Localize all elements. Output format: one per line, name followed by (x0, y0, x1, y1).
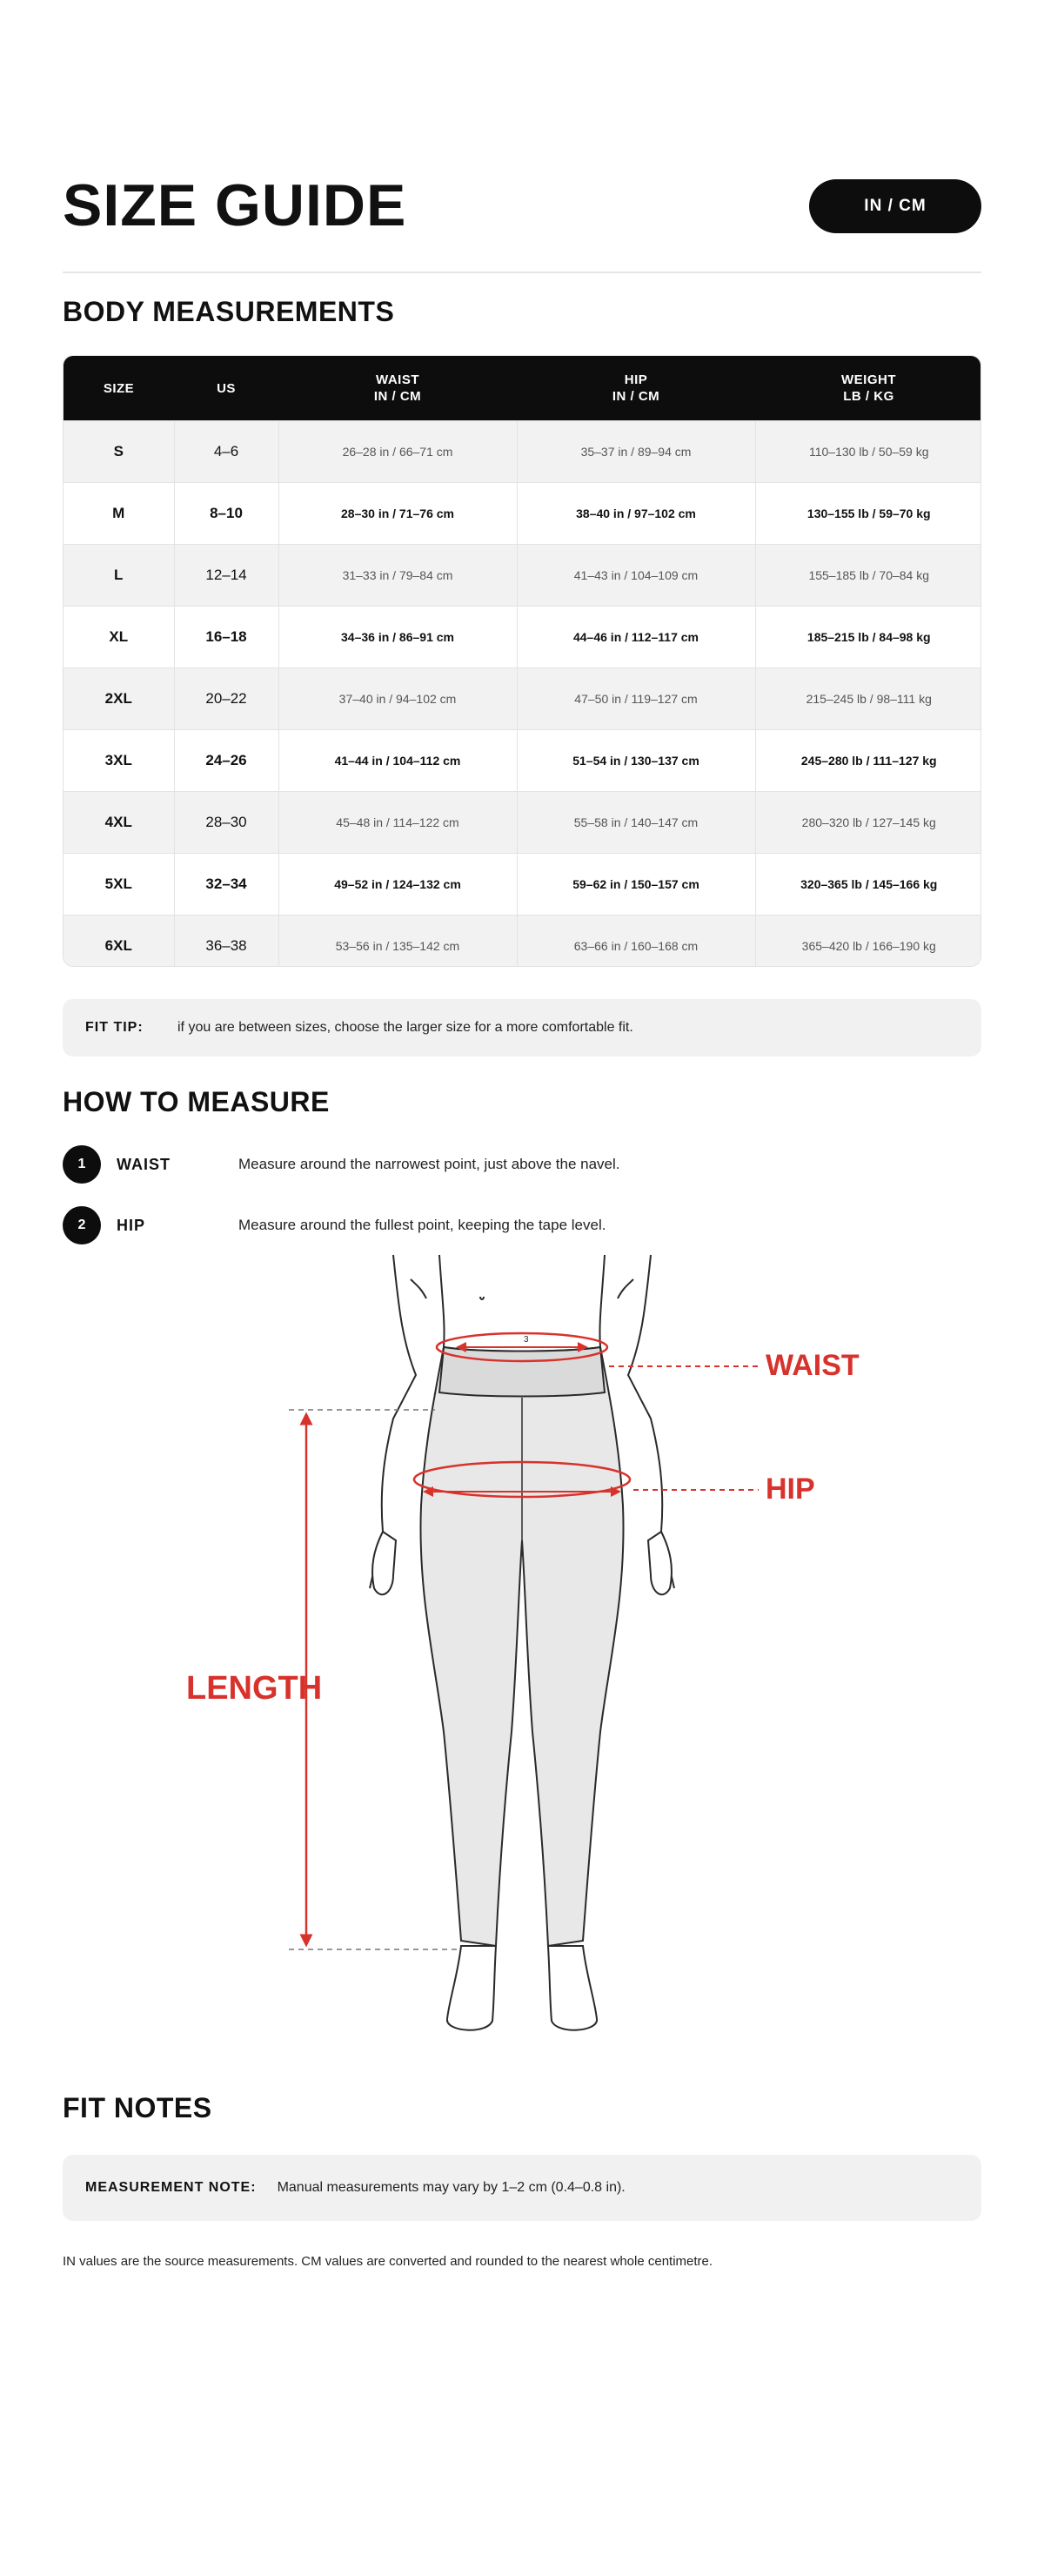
navel-mark (480, 1297, 484, 1299)
measurement-diagram (0, 1244, 1044, 2080)
cell-weight: 215–245 lb / 98–111 kg (755, 668, 981, 730)
cell-waist: 37–40 in / 94–102 cm (278, 668, 517, 730)
cell-hip: 44–46 in / 112–117 cm (517, 607, 755, 668)
cell-size: M (64, 483, 174, 545)
fit-tip-text: if you are between sizes, choose the larger size for a more comfortable fit. (177, 1020, 633, 1035)
fit-tip-label: FIT TIP: (85, 1020, 144, 1035)
page-header (63, 171, 981, 240)
length-diagram-label: LENGTH (186, 1670, 323, 1707)
cell-weight: 245–280 lb / 111–127 kg (755, 730, 981, 792)
cell-weight: 110–130 lb / 50–59 kg (755, 421, 981, 483)
cell-us: 24–26 (174, 730, 278, 792)
step-instruction: Measure around the narrowest point, just above the navel. (238, 1156, 620, 1172)
cell-weight: 320–365 lb / 145–166 kg (755, 854, 981, 916)
cell-waist: 26–28 in / 66–71 cm (278, 421, 517, 483)
size-tag-label: 3 (524, 1335, 529, 1345)
fit-notes-title: FIT NOTES (63, 2092, 212, 2123)
cell-waist: 53–56 in / 135–142 cm (278, 916, 517, 968)
cell-us: 16–18 (174, 607, 278, 668)
page-title: SIZE GUIDE (63, 172, 407, 238)
column-header-waist: WAIST IN / CM (278, 356, 517, 421)
cell-us: 12–14 (174, 545, 278, 607)
cell-us: 20–22 (174, 668, 278, 730)
unit-toggle-button[interactable]: IN / CM (809, 179, 981, 233)
left-foot (447, 1946, 496, 2030)
table-row (64, 607, 981, 668)
cell-us: 36–38 (174, 916, 278, 968)
right-torso-line (599, 1255, 605, 1347)
cell-hip: 47–50 in / 119–127 cm (517, 668, 755, 730)
cell-size: 3XL (64, 730, 174, 792)
cell-weight: 130–155 lb / 59–70 kg (755, 483, 981, 545)
cell-us: 8–10 (174, 483, 278, 545)
hip-diagram-label: HIP (766, 1472, 815, 1506)
column-header-hip: HIP IN / CM (517, 356, 755, 421)
step-number-badge: 1 (63, 1145, 101, 1184)
cell-size: S (64, 421, 174, 483)
cell-weight: 185–215 lb / 84–98 kg (755, 607, 981, 668)
right-hand (648, 1532, 672, 1594)
table-row (64, 668, 981, 730)
measure-step-hip (63, 1206, 981, 1244)
left-rib-line (411, 1279, 426, 1298)
step-instruction: Measure around the fullest point, keeping the tape level. (238, 1217, 606, 1233)
cell-hip: 35–37 in / 89–94 cm (517, 421, 755, 483)
size-table (63, 355, 981, 967)
how-to-measure-title: HOW TO MEASURE (63, 1086, 330, 1117)
step-number-badge: 2 (63, 1206, 101, 1244)
waistband (439, 1347, 605, 1397)
header-divider (63, 272, 981, 273)
left-torso-line (439, 1255, 445, 1347)
cell-hip: 38–40 in / 97–102 cm (517, 483, 755, 545)
cell-waist: 45–48 in / 114–122 cm (278, 792, 517, 854)
table-row (64, 854, 981, 916)
measurement-note-text: Manual measurements may vary by 1–2 cm (0.4–0.8 in). (277, 2180, 626, 2195)
cell-size: 2XL (64, 668, 174, 730)
measure-step-waist (63, 1145, 981, 1184)
column-header-weight: WEIGHT LB / KG (755, 356, 981, 421)
right-rib-line (618, 1279, 633, 1298)
cell-us: 28–30 (174, 792, 278, 854)
table-row (64, 730, 981, 792)
cell-hip: 41–43 in / 104–109 cm (517, 545, 755, 607)
measurement-note-box (63, 2155, 981, 2221)
table-row (64, 545, 981, 607)
column-header-size: SIZE (64, 356, 174, 421)
cell-size: 6XL (64, 916, 174, 968)
cell-weight: 365–420 lb / 166–190 kg (755, 916, 981, 968)
right-foot (548, 1946, 597, 2030)
cell-hip: 59–62 in / 150–157 cm (517, 854, 755, 916)
measurement-note-label: MEASUREMENT NOTE: (85, 2180, 257, 2195)
cell-hip: 55–58 in / 140–147 cm (517, 792, 755, 854)
conversion-footnote: IN values are the source measurements. CM values are converted and rounded to the nearest whole centimetre. (63, 2254, 713, 2269)
column-header-us: US (174, 356, 278, 421)
cell-us: 4–6 (174, 421, 278, 483)
table-row (64, 916, 981, 968)
step-label: WAIST (117, 1155, 171, 1173)
cell-hip: 51–54 in / 130–137 cm (517, 730, 755, 792)
table-row (64, 483, 981, 545)
cell-hip: 63–66 in / 160–168 cm (517, 916, 755, 968)
fit-tip-box (63, 999, 981, 1057)
waist-diagram-label: WAIST (766, 1349, 860, 1382)
cell-weight: 280–320 lb / 127–145 kg (755, 792, 981, 854)
table-row (64, 792, 981, 854)
table-row (64, 421, 981, 483)
cell-waist: 34–36 in / 86–91 cm (278, 607, 517, 668)
cell-size: 4XL (64, 792, 174, 854)
left-hand (372, 1532, 396, 1594)
cell-size: L (64, 545, 174, 607)
cell-weight: 155–185 lb / 70–84 kg (755, 545, 981, 607)
cell-waist: 31–33 in / 79–84 cm (278, 545, 517, 607)
figure-feet (447, 1946, 597, 2030)
cell-size: XL (64, 607, 174, 668)
body-measurements-title: BODY MEASUREMENTS (63, 296, 395, 327)
cell-size: 5XL (64, 854, 174, 916)
table-header-row (64, 356, 981, 421)
cell-waist: 41–44 in / 104–112 cm (278, 730, 517, 792)
cell-waist: 49–52 in / 124–132 cm (278, 854, 517, 916)
cell-us: 32–34 (174, 854, 278, 916)
step-label: HIP (117, 1216, 146, 1234)
cell-waist: 28–30 in / 71–76 cm (278, 483, 517, 545)
